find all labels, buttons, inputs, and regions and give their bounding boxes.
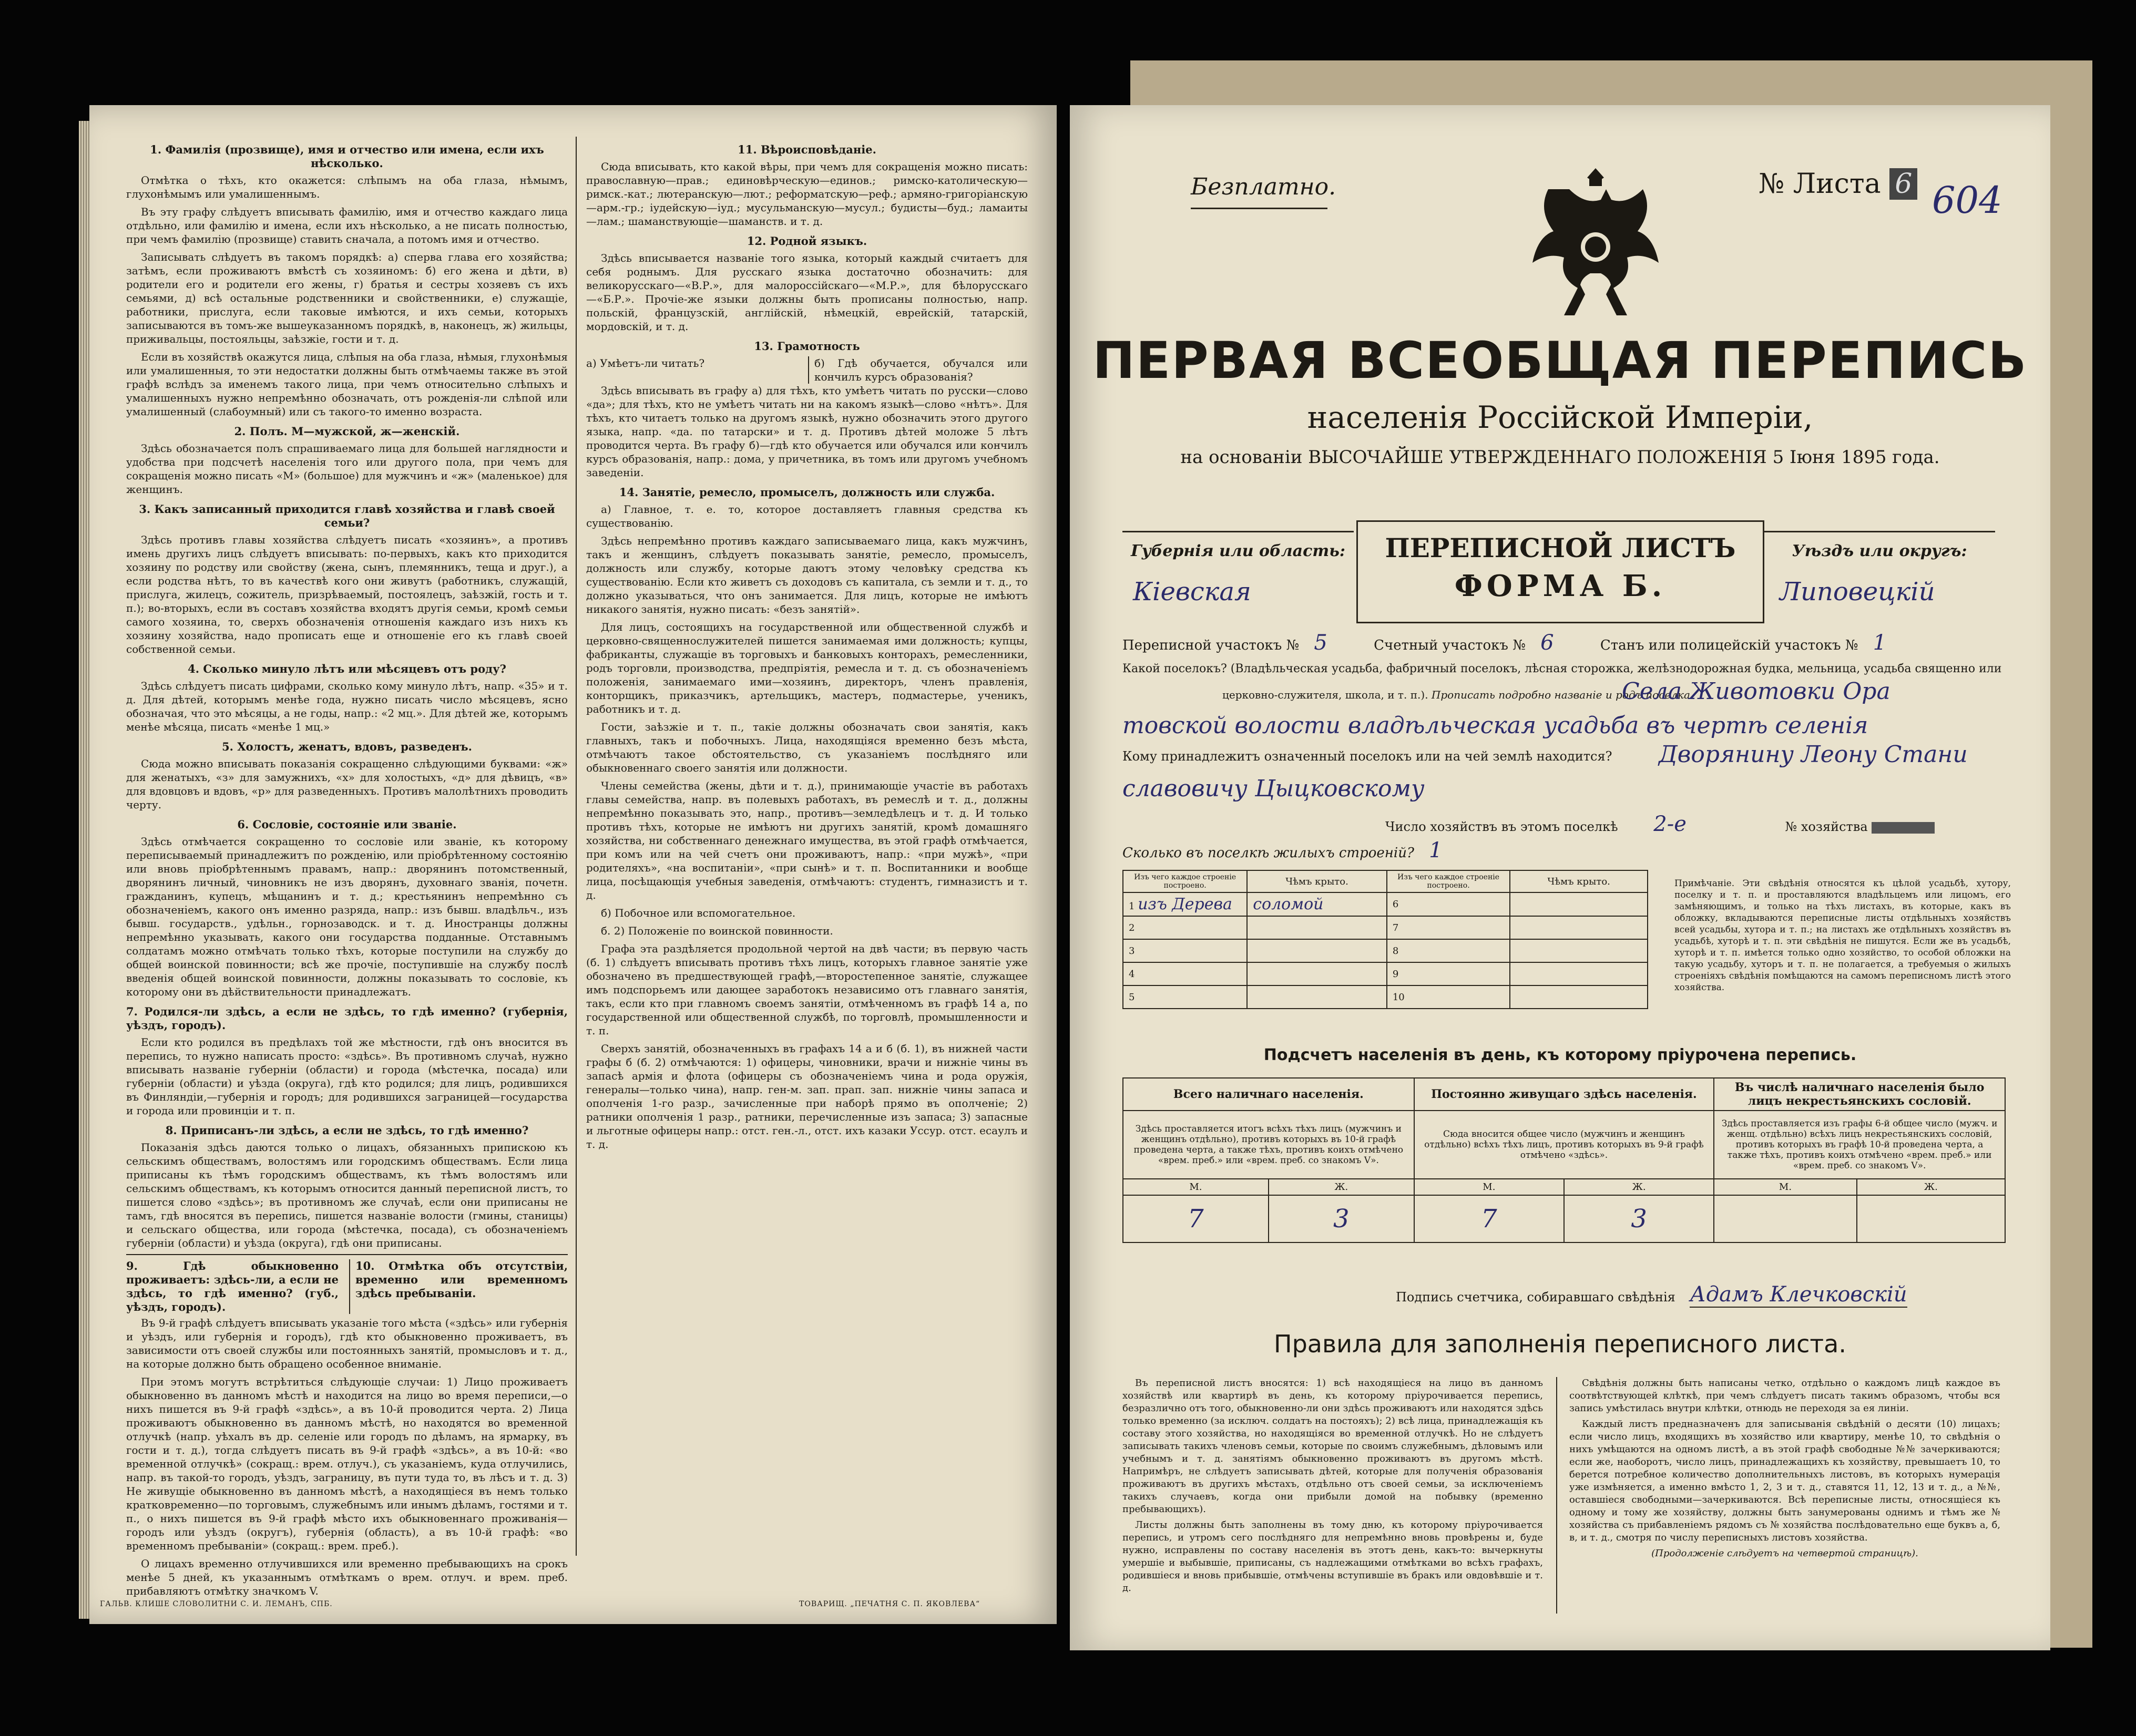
bld-cell: 2 (1123, 916, 1247, 939)
bld-cell: 10 (1387, 985, 1510, 1009)
guberniya-label: Губернія или область: (1131, 542, 1345, 560)
bld-head-roof: Чѣмъ крыто. (1247, 870, 1387, 892)
left-column-1 (126, 137, 568, 1602)
signature-line (1396, 1282, 1907, 1307)
rules-text: Свѣдѣнія должны быть написаны четко, отдѣльно о каждомъ лицѣ каждое въ соотвѣтствующей клѣткѣ, при чемъ слѣдуетъ писать такимъ образомъ, чтобы вся запись умѣстилась внутри клѣтки, отнюдь не переходя за ея линіи. (1569, 1378, 2000, 1414)
bld-cell: 4 (1123, 962, 1247, 985)
rules-divider (1556, 1377, 1557, 1614)
bld-cell: 7 (1387, 916, 1510, 939)
section-14-b: б) Побочное или вспомогательное. (601, 907, 796, 919)
section-11-title: 11. Вѣроисповѣданіе. (738, 143, 876, 156)
uchastok-label: Переписной участокъ № (1122, 638, 1300, 653)
section-6-title: 6. Сословіе, состояніе или званіе. (237, 818, 457, 831)
section-9-10-header (126, 1254, 568, 1316)
zh-label: Ж. (1269, 1179, 1414, 1195)
totals-mzh (1123, 1179, 2005, 1195)
bld-row-number: 1 (1129, 901, 1135, 912)
poselok-question-2-text: церковно-служителя, школа, и т. п.). (1222, 689, 1428, 701)
m-label: М. (1714, 1179, 1857, 1195)
table-row (1123, 916, 1648, 939)
section-8-text: Показанія здѣсь даются только о лицахъ, обязанныхъ припискою къ сельскимъ обществамъ, волостямъ или городскимъ обществамъ. Если лица приписаны къ тѣмъ городскимъ обществамъ, къ тѣмъ волостямъ или сельскимъ обществамъ, къ которымъ относится данный переписной листъ, то пишется слово «здѣсь»; въ противномъ же случаѣ, если они приписаны не тамъ, гдѣ вносятся въ перепись, пишется названіе волости (гмины, станицы) и сельскаго общества, или города (мѣстечка, посада), съ обозначеніемъ губерніи (области) и уѣзда (округа), гдѣ они приписаны. (126, 1141, 568, 1249)
owner-value-1: Дворянину Леону Стани (1659, 741, 1968, 768)
poselok-value-1: Села Животовки Ора (1622, 678, 1890, 705)
bld-cell (1510, 916, 1648, 939)
section-9-text: Въ 9-й графѣ слѣдуетъ вписывать указаніе того мѣста («здѣсь» или губернія и уѣздъ, или губернія и городъ), гдѣ кто обыкновенно проживаетъ, въ зависимости отъ своей службы или постоянныхъ занятій, промысловъ и т. д., на которые должно быть обращено особенное вниманіе. (126, 1317, 568, 1370)
bld-cell: 5 (1123, 985, 1247, 1009)
bld-cell (1510, 892, 1648, 916)
poselok-value-2: товской волости владѣльческая усадьба въ чертѣ селенія (1122, 712, 1868, 739)
section-6-text: Здѣсь отмѣчается сокращенно то сословіе или званіе, къ которому переписываемый принадлежитъ по рожденію, или пріобрѣтенному состоянію или вновь пріобрѣтеннымъ правамъ, напр.: дворянинъ потомственный, дворянинъ личный, чиновникъ не изъ дворянъ, духовнаго званія, почетн. гражданинъ, купецъ, мѣщанинъ и т. д.; крестьянинъ непремѣнно съ обозначеніемъ, какого онъ именно разряда, напр.: изъ бывш. владѣльч., изъ бывш. государств., удѣльн., горнозаводск. и т. д. Иностранцы должны непремѣнно указывать, какого они государства подданные. Отставнымъ солдатамъ можно отмѣчать только тѣхъ, которые поступили на службу до общей воинской повинности; всѣ же прочіе, поступившіе на службу послѣ введенія общей воинской повинности, должны показывать то сословіе, къ которому они въ дѣйствительности принадлежатъ. (126, 835, 568, 998)
bld-cell (1510, 939, 1648, 962)
right-page (1070, 105, 2050, 1650)
buildings-table (1122, 870, 1648, 1009)
section-7-text: Если кто родился въ предѣлахъ той же мѣстности, гдѣ онъ вносится въ перепись, то нужно написать просто: «здѣсь». Въ противномъ случаѣ, нужно вписывать названіе губерніи (области) и города (мѣстечка, посада) или губерніи (области) и уѣзда (округа), гдѣ кто родился; для лицъ, родившихся въ Финляндіи,—губернія и городъ; для родившихся заграницей—государства и города или провинціи и т. п. (126, 1036, 568, 1117)
left-page (89, 105, 1057, 1624)
section-5-title: 5. Холостъ, женатъ, вдовъ, разведенъ. (222, 740, 472, 753)
tot-head-present: Всего наличнаго населенія. (1123, 1078, 1414, 1111)
bld-cell (1247, 939, 1387, 962)
section-13-a: а) Умѣетъ-ли читать? (586, 357, 705, 369)
section-9-text: При этомъ могутъ встрѣтиться слѣдующіе случаи: 1) Лицо проживаетъ обыкновенно въ данномъ мѣстѣ и находится на лицо во время переписи,—о нихъ пишется въ 9-й графѣ «здѣсь», а въ 10-й проводится черта. 2) Лица проживаютъ обыкновенно въ данномъ мѣстѣ, но находятся во временной отлучкѣ (напр. уѣхалъ въ др. селеніе или городъ по дѣламъ, на ярмарку, въ гости и т. д.), тогда слѣдуетъ писать въ 9-й графѣ «здѣсь», а въ 10-й: «во временной отлучкѣ» (сокращ.: врем. отлуч.), съ указаніемъ, куда отлучились, напр. въ такой-то городъ, уѣздъ, заграницу, въ пути туда то, въ лѣсъ и т. д. 3) Не живущіе обыкновенно въ данномъ мѣстѣ, а находящіеся въ немъ только кратковременно—по торговымъ, служебнымъ или инымъ дѣламъ, гостями и т. п., о нихъ пишется въ 9-й графѣ мѣсто ихъ обыкновеннаго проживанія—городъ или уѣздъ (округъ), губернія (область), а въ 10-й графѣ: «во временномъ пребываніи» (сокращ.: врем. преб.). (126, 1375, 568, 1552)
section-14-text: Гости, заѣзжіе и т. п., такіе должны обозначать свои занятія, какъ главныхъ, такъ и побочныхъ. Лица, находящіяся временно безъ мѣста, отмѣчаютъ такое обстоятельство, съ указаніемъ послѣдняго или обыкновеннаго своего занятія или должности. (586, 721, 1028, 774)
stroeniy-label: Сколько въ поселкѣ жилыхъ строеній? (1122, 845, 1414, 861)
section-13-title: 13. Грамотность (754, 340, 860, 353)
form-title: ПЕРЕПИСНОЙ ЛИСТЪ (1385, 532, 1736, 563)
section-12-title: 12. Родной языкъ. (747, 234, 867, 248)
bld-cell: 3 (1123, 939, 1247, 962)
total-value: 7 (1414, 1195, 1564, 1242)
section-7-title: 7. Родился-ли здѣсь, а если не здѣсь, то гдѣ именно? (губернія, уѣздъ, городъ). (126, 1005, 568, 1032)
free-label: Безплатно. (1191, 173, 1336, 200)
census-title: ПЕРВАЯ ВСЕОБЩАЯ ПЕРЕПИСЬ (1092, 331, 2028, 390)
printer-footer-right: ТОВАРИЩ. „ПЕЧАТНЯ С. П. ЯКОВЛЕВА“ (799, 1600, 980, 1608)
uchastok-line (1122, 631, 2006, 655)
stroeniy-line (1122, 838, 1443, 862)
hoz-no-label: № хозяйства (1785, 819, 1868, 834)
section-14-text: Графа эта раздѣляется продольной чертой на двѣ части; въ первую часть (б. 1) слѣдуетъ вписывать противъ тѣхъ лицъ, которыхъ главное занятіе уже обозначено въ предшествующей графѣ,—второстепенное занятіе, служащее имъ подспорьемъ или дающее заработокъ независимо отъ главнаго занятія, такъ, если кто при главномъ своемъ занятіи, отмѣченномъ въ графѣ 14 а, по государственной или общественной службѣ, по торговлѣ, промышленности и т. п. (586, 942, 1028, 1037)
bld-cell (1247, 916, 1387, 939)
signature-value: Адамъ Клечковскій (1690, 1282, 1907, 1307)
owner-question: Кому принадлежитъ означенный поселокъ или на чей землѣ находится? (1122, 749, 1612, 764)
bld-cell (1510, 962, 1648, 985)
m-label: М. (1123, 1179, 1269, 1195)
bld-cell (1510, 985, 1648, 1009)
table-row (1123, 939, 1648, 962)
section-5-text: Сюда можно вписывать показанія сокращенно слѣдующими буквами: «ж» для женатыхъ, «з» для замужнихъ, «х» для холостыхъ, «д» для дѣвицъ, «в» для вдовцовъ и вдовъ, «р» для разведенныхъ. Противъ малолѣтнихъ проводить черту. (126, 757, 568, 811)
hoz-no-redacted (1872, 822, 1935, 834)
tot-desc-permanent: Сюда вносится общее число (мужчинъ и женщинъ отдѣльно) всѣхъ тѣхъ лицъ, противъ которыхъ въ 9-й графѣ отмѣчено «здѣсь». (1414, 1111, 1714, 1179)
total-value: 3 (1269, 1195, 1414, 1242)
table-row (1123, 985, 1648, 1009)
form-header (1122, 531, 1995, 615)
bld-head-roof-2: Чѣмъ крыто. (1510, 870, 1648, 892)
hoz-count-value: 2-е (1653, 812, 1687, 836)
imperial-eagle-icon (1517, 158, 1674, 326)
section-4-title: 4. Сколько минуло лѣтъ или мѣсяцевъ отъ роду? (188, 662, 506, 675)
table-row (1123, 892, 1648, 916)
bld-cell: 6 (1387, 892, 1510, 916)
totals-table (1122, 1077, 2006, 1243)
section-14-a: а) Главное, т. е. то, которое доставляетъ главныя средства къ существованію. (586, 503, 1028, 529)
rules-continuation: (Продолженіе слѣдуетъ на четвертой страницѣ). (1651, 1548, 1918, 1559)
tot-head-noncrestyan: Въ числѣ наличнаго населенія было лицъ некрестьянскихъ сословій. (1714, 1078, 2005, 1111)
stan-label: Станъ или полицейскій участокъ № (1600, 638, 1858, 653)
section-1-text: Въ эту графу слѣдуетъ вписывать фамилію, имя и отчество каждаго лица отдѣльно, или фамилію и имена, если ихъ нѣсколько, а не писать полностью, при чемъ фамилію (прозвище) ставить сначала, а потомъ имя и отчество. (126, 206, 568, 245)
section-1-note: Отмѣтка о тѣхъ, кто окажется: слѣпымъ на оба глаза, нѣмымъ, глухонѣмымъ или умалишеннымъ. (126, 174, 568, 200)
bld-cell: 8 (1387, 939, 1510, 962)
schetny-value: 6 (1540, 631, 1554, 655)
rules-title: Правила для заполненія переписного листа. (1274, 1330, 1846, 1358)
total-value (1714, 1195, 1857, 1242)
printer-footer-left: ГАЛЬВ. КЛИШЕ СЛОВОЛИТНИ С. И. ЛЕМАНЪ, СПБ. (100, 1600, 333, 1608)
sheet-number (1759, 168, 1917, 200)
bld-head-material-2: Изъ чего каждое строеніе построено. (1387, 870, 1510, 892)
section-1-text: Если въ хозяйствѣ окажутся лица, слѣпыя на оба глаза, нѣмыя, глухонѣмыя или умалишенныя, то эти недостатки должны быть отмѣчаемы также въ этой графѣ вслѣдъ за именемъ такого лица, при чемъ относительно слѣпыхъ и умалишенныхъ нужно непремѣнно обозначать, отъ рожденія-ли слѣпой или умалишенный (слабоумный) или съ такого-то именно возраста. (126, 351, 568, 418)
sheet-number-value: 6 (1889, 168, 1917, 200)
zh-label: Ж. (1857, 1179, 2005, 1195)
tot-desc-present: Здѣсь проставляется итогъ всѣхъ тѣхъ лицъ (мужчинъ и женщинъ отдѣльно), противъ которыхъ въ 10-й графѣ проведена черта, а также тѣхъ, противъ коихъ отмѣчено «врем. преб.» или «врем. преб. со знакомъ V». (1123, 1111, 1414, 1179)
tot-head-permanent: Постоянно живущаго здѣсь населенія. (1414, 1078, 1714, 1111)
section-2-title: 2. Полъ. М—мужской, ж—женскій. (234, 425, 460, 438)
section-9-text: О лицахъ временно отлучившихся или временно пребывающихъ на срокъ менѣе 5 дней, къ указаннымъ отмѣткамъ о врем. отлуч. и врем. преб. прибавляютъ отмѣтку значкомъ V. (126, 1557, 568, 1597)
bld-cell (1247, 962, 1387, 985)
rules-column-1 (1122, 1377, 1543, 1595)
buildings-note: Примѣчаніе. Эти свѣдѣнія относятся къ цѣлой усадьбѣ, хутору, поселку и т. п. и проставляются владѣльцемъ или лицомъ, его замѣняющимъ, и только на тѣхъ листахъ, въ которые, какъ въ обложку, вкладываются переписные листы отдѣльныхъ хозяйствъ всей усадьбы, хутора и т. п.; на листахъ же отдѣльныхъ хозяйствъ въ усадьбѣ, хуторѣ и т. п. эти свѣдѣнія не пишутся. Если же въ усадьбѣ, хуторѣ и т. п. имѣется только одно хозяйство, то особой обложки на такую усадьбу, хуторъ и т. п. не полагается, а требуемыя о жилыхъ строеніяхъ свѣдѣнія помѣщаются на самомъ переписномъ листѣ этого хозяйства. (1674, 878, 2011, 993)
section-14-text: Члены семейства (жены, дѣти и т. д.), принимающіе участіе въ работахъ главы семейства, напр. въ полевыхъ работахъ, въ ремеслѣ и т. д., должны непремѣнно показывать это, напр., противъ—земледѣлецъ и т. д. И только противъ тѣхъ, которые не имѣютъ ни другихъ занятій, кромѣ домашняго хозяйства, ни собственнаго денежнаго имущества, въ этой графѣ отмѣчается, при комъ или на чей счетъ они проживаютъ, напр.: «при мужѣ», «при родителяхъ», «на воспитаніи», «при сынѣ» и т. п. Воспитанники и вообще лица, посѣщающія учебныя заведенія, отмѣчаютъ: студентъ, гимназистъ и т. д. (586, 779, 1028, 901)
bld-cell (1123, 892, 1247, 916)
total-value (1857, 1195, 2005, 1242)
section-3-text: Здѣсь противъ главы хозяйства слѣдуетъ писать «хозяинъ», а противъ имень другихъ лицъ слѣдуетъ вписывать: по-первыхъ, какъ кто приходится хозяину по родству или свойству (жена, сынъ, племянникъ, теща и друг.), а если родства нѣтъ, то въ качествѣ кого они живутъ (работникъ, служащій, прислуга, жилецъ, сожитель, призрѣваемый, постоялецъ, заѣзжій, гость и т. п.); во-вторыхъ, если въ составъ хозяйства входятъ другія семьи, кромѣ семьи самого хозяина, то, сверхъ обозначенія отношенія каждаго изъ нихъ къ хозяину хозяйства, надо прописать еще и отношеніе его къ главѣ своей собственной семьи. (126, 533, 568, 655)
stroeniy-value: 1 (1429, 838, 1443, 862)
section-13-subheads (586, 356, 1028, 384)
bld-row1-material: изъ Дерева (1138, 895, 1232, 913)
totals-header (1123, 1078, 2005, 1111)
free-underline (1191, 208, 1327, 209)
uchastok-value: 5 (1314, 631, 1327, 655)
total-value: 3 (1564, 1195, 1714, 1242)
section-8-title: 8. Приписанъ-ли здѣсь, а если не здѣсь, то гдѣ именно? (165, 1124, 529, 1137)
sheet-number-label: № Листа (1759, 168, 1881, 200)
section-2-text: Здѣсь обозначается полъ спрашиваемаго лица для большей наглядности и удобства при подсчетѣ населенія того или другого пола, при чемъ для сокращенія можно писать «М» (большое) для мужчинъ и «ж» (маленькое) для женщинъ. (126, 442, 568, 496)
section-1-text: Записывать слѣдуетъ въ такомъ порядкѣ: а) сперва глава его хозяйства; затѣмъ, если проживаютъ вмѣстѣ съ хозяиномъ: б) его жена и дѣти, в) родители его и родители его жены, г) братья и сестры хозяевъ съ ихъ семьями, д) всѣ остальные родственники и свойственники, е) служащіе, работники, прислуга, если таковые имѣются, и ихъ семьи, которыхъ записываются въ томъ-же вышеуказанномъ порядкѣ, в, наконецъ, ж) жильцы, приживальцы, постояльцы, заѣзжіе, гости и т. д. (126, 251, 568, 345)
section-13-text: Здѣсь вписывать въ графу а) для тѣхъ, кто умѣетъ читать по русски—слово «да»; для тѣхъ, кто не умѣетъ читать ни на какомъ языкѣ—слово «нѣтъ». Для тѣхъ, кто читаетъ только на другомъ языкѣ, нужно обозначить этого другого языка, напр. «да. по татарски» и т. д. Противъ дѣтей моложе 5 лѣтъ проводится черта. Въ графу б)—гдѣ кто обучается или обучался или кончилъ курсъ образованія, напр.: дома, у причетника, въ томъ или другомъ учебномъ заведеніи. (586, 384, 1028, 479)
left-column-2 (586, 137, 1028, 1155)
section-1-title: 1. Фамилія (прозвище), имя и отчество или имена, если ихъ нѣсколько. (150, 143, 544, 170)
bld-row1-roof: соломой (1247, 892, 1387, 916)
hoz-line (1385, 812, 1995, 836)
section-10-title: 10. Отмѣтка объ отсутствіи, временно или временномъ здѣсь пребываніи. (349, 1259, 568, 1314)
section-12-text: Здѣсь вписывается названіе того языка, который каждый считаетъ для себя роднымъ. Для русскаго языка достаточно обозначить: для великорусскаго—«В.Р.», для малороссійскаго—«М.Р.», для бѣлорусскаго—«Б.Р.». Прочіе-же языки должны быть прописаны полностью, напр. польскій, французскій, англійскій, нѣмецкій, еврейскій, татарскій, мордовскій, и т. д. (586, 252, 1028, 333)
m-label: М. (1414, 1179, 1564, 1195)
guberniya-value: Кіевская (1133, 577, 1251, 607)
guberniya-box (1122, 531, 1354, 617)
poselok-hint: Прописать подробно названіе и родъ поселка (1431, 689, 1690, 701)
rules-column-2 (1569, 1377, 2000, 1560)
form-subtitle: ФОРМА Б. (1454, 569, 1667, 603)
census-basis: на основаніи ВЫСОЧАЙШЕ УТВЕРЖДЕННАГО ПОЛОЖЕНІЯ 5 Іюня 1895 года. (1180, 447, 1940, 468)
totals-desc (1123, 1111, 2005, 1179)
uezd-value: Липовецкій (1780, 577, 1935, 607)
poselok-question: Какой поселокъ? (Владѣльческая усадьба, фабричный поселокъ, лѣсная сторожка, желѣзнодорожная будка, мельница, усадьба священно или (1122, 662, 2002, 675)
uezd-box (1764, 531, 1995, 617)
zh-label: Ж. (1564, 1179, 1714, 1195)
section-14-title: 14. Занятіе, ремесло, промыселъ, должность или служба. (619, 486, 995, 499)
census-subtitle: населенія Россійской Имперіи, (1307, 399, 1813, 435)
tot-desc-noncrestyan: Здѣсь проставляется изъ графы 6-й общее число (мужч. и женщ. отдѣльно) всѣхъ лицъ некрестьянскихъ сословій, противъ которыхъ въ графѣ 10-й проведена черта, а также тѣхъ, противъ коихъ отмѣчено «врем. преб.» или «врем. преб. со знакомъ V». (1714, 1111, 2005, 1179)
rules-text: Листы должны быть заполнены въ тому дню, къ которому пріурочивается перепись, и утромъ сего послѣдняго для непремѣнно вновь провѣрены и, буде нужно, исправлены по составу населенія въ этотъ день, какъ-то: вычеркнуты умершіе и выбывшіе, приписаны, съ надлежащими отмѣтками во всѣхъ графахъ, родившіеся и вновь прибывшіе, отмѣчены вступившіе въ бракъ или овдовѣвшіе и т. д. (1122, 1519, 1543, 1594)
section-4-text: Здѣсь слѣдуетъ писать цифрами, сколько кому минуло лѣтъ, напр. «35» и т. д. Для дѣтей, которымъ менѣе года, нужно писать число мѣсяцевъ, ясно обозначая, что это мѣсяцы, а не годы, напр.: «2 мц.». Для дѣтей же, которымъ менѣе мѣсяца, писать «менѣе 1 мц.» (126, 680, 568, 733)
section-14-text: Сверхъ занятій, обозначенныхъ въ графахъ 14 а и б (б. 1), въ нижней части графы б (б. 2) отмѣчаются: 1) офицеры, чиновники, врачи и нижніе чины въ запасѣ армія и флота (офицеры съ обозначеніемъ чина и рода оружія, генералы—только чина), напр. ген-м. зап. прап. зап. нижніе чины запаса и ополченія 1-го разр., зачисленные при наборѣ прямо въ ополченіе; 2) ратники ополченія 1 разр., ратники, перечисленные изъ запаса; 3) запасные и льготные офицеры напр.: отст. ген.-л., отст. ихъ казаки Уссур. отст. есаулъ и т. д. (586, 1042, 1028, 1151)
section-9-title: 9. Гдѣ обыкновенно проживаетъ: здѣсь-ли, а если не здѣсь, то гдѣ именно? (губ., уѣздъ, городъ). (126, 1259, 339, 1313)
buildings-table-header (1123, 870, 1648, 892)
uezd-label: Уѣздъ или округъ: (1792, 542, 1967, 560)
schetny-label: Счетный участокъ № (1374, 638, 1526, 653)
rules-text: Каждый листъ предназначенъ для записыванія свѣдѣній о десяти (10) лицахъ; если число лицъ, входящихъ въ хозяйство или квартиру, менѣе 10, то свѣдѣнія о нихъ умѣщаются на одномъ листѣ, а въ этой графѣ свободные №№ зачеркиваются; если же, наоборотъ, число лицъ, принадлежащихъ къ хозяйству, превышаетъ 10, то берется потребное количество дополнительныхъ листовъ, въ которыхъ нумерація уже измѣняется, а именно вмѣсто 1, 2, 3 и т. д., ставятся 11, 12, 13 и т. д., а №№, оставшіеся свободными—зачеркиваются. Всѣ переписные листы, относящіеся къ одному и тому же хозяйству, должны быть занумерованы однимъ и тѣмъ же № хозяйства съ прибавленіемъ рядомъ съ № хозяйства послѣдовательно еще буквъ а, б, в, и т. д., смотря по числу переписныхъ листовъ хозяйства. (1569, 1419, 2000, 1543)
section-14-text: Здѣсь непремѣнно противъ каждаго записываемаго лица, какъ мужчинъ, такъ и женщинъ, слѣдуетъ показывать занятіе, ремесло, промыселъ, должность или службу, которые даютъ этому человѣку средства къ существованію. Если кто живетъ съ доходовъ съ капитала, съ земли и т. д., то должно указываться, что онъ занимается. Для лицъ, которые не имѣютъ никакого занятія, нужно писать: «безъ занятій». (586, 535, 1028, 615)
total-value: 7 (1123, 1195, 1269, 1242)
handwritten-page-number: 604 (1932, 179, 2002, 222)
stan-value: 1 (1873, 631, 1887, 655)
form-title-box (1356, 520, 1764, 623)
table-row (1123, 962, 1648, 985)
totals-values (1123, 1195, 2005, 1242)
podschet-title: Подсчетъ населенія въ день, къ которому пріурочена перепись. (1263, 1046, 1857, 1064)
rules-text: Въ переписной листъ вносятся: 1) всѣ находящіеся на лицо въ данномъ хозяйствѣ или квартирѣ въ день, къ которому пріурочивается перепись, безразлично отъ того, обыкновенно-ли они здѣсь проживаютъ или находятся здѣсь только временно (за исключ. солдатъ на постояхъ); 2) всѣ лица, принадлежащія къ составу этого хозяйства, но находящіяся во временной отлучкѣ. Но не слѣдуетъ записывать такихъ членовъ семьи, которые по своимъ служебнымъ, дѣловымъ или учебнымъ и т. д. занятіямъ обыкновенно проживаютъ въ другомъ мѣстѣ. Напримѣръ, не слѣдуетъ записывать дѣтей, которые для полученія образованія проживаютъ въ другихъ мѣстахъ, отдѣльно отъ своей семьи, за исключеніемъ такихъ случаевъ, когда они прибыли домой на побывку (временно пребывающихъ). (1122, 1378, 1543, 1515)
signature-label: Подпись счетчика, собиравшаго свѣдѣнія (1396, 1290, 1675, 1304)
hoz-count-label: Число хозяйствъ въ этомъ поселкѣ (1385, 819, 1618, 834)
section-11-text: Сюда вписывать, кто какой вѣры, при чемъ для сокращенія можно писать: православную—прав.; единовѣрческую—единов.; римско-католическую—римск.-кат.; лютеранскую—лют.; реформатскую—реф.; армяно-григоріанскую—арм.-гр.; іудейскую—іуд.; мусульманскую—мусул.; будисты—буд.; ламаиты—лам.; шаманствующіе—шаманств. и т. д. (586, 160, 1028, 228)
column-divider (576, 137, 577, 1556)
section-14-c: б. 2) Положеніе по воинской повинности. (601, 925, 833, 937)
owner-value-2: славовичу Цыцковскому (1122, 775, 1425, 802)
section-14-text: Для лицъ, состоящихъ на государственной или общественной службѣ и церковно-священнослужителей пишется занимаемая ими должность; купцы, фабриканты, служащіе въ торговыхъ и банковыхъ конторахъ, ремесленники, родъ торговли, производства, предпріятія, ремесла и т. д. съ обозначеніемъ положенія, занимаемаго ими—хозяинъ, директоръ, членъ правленія, конторщикъ, приказчикъ, артельщикъ, мастеръ, подмастерье, ученикъ, работникъ и т. д. (586, 621, 1028, 715)
bld-cell (1247, 985, 1387, 1009)
section-13-b: б) Гдѣ обучается, обучался или кончилъ курсъ образованія? (808, 356, 1028, 384)
bld-head-material: Изъ чего каждое строеніе построено. (1123, 870, 1247, 892)
bld-cell: 9 (1387, 962, 1510, 985)
section-3-title: 3. Какъ записанный приходится главѣ хозяйства и главѣ своей семьи? (139, 502, 555, 529)
poselok-question-2 (1222, 689, 1690, 701)
